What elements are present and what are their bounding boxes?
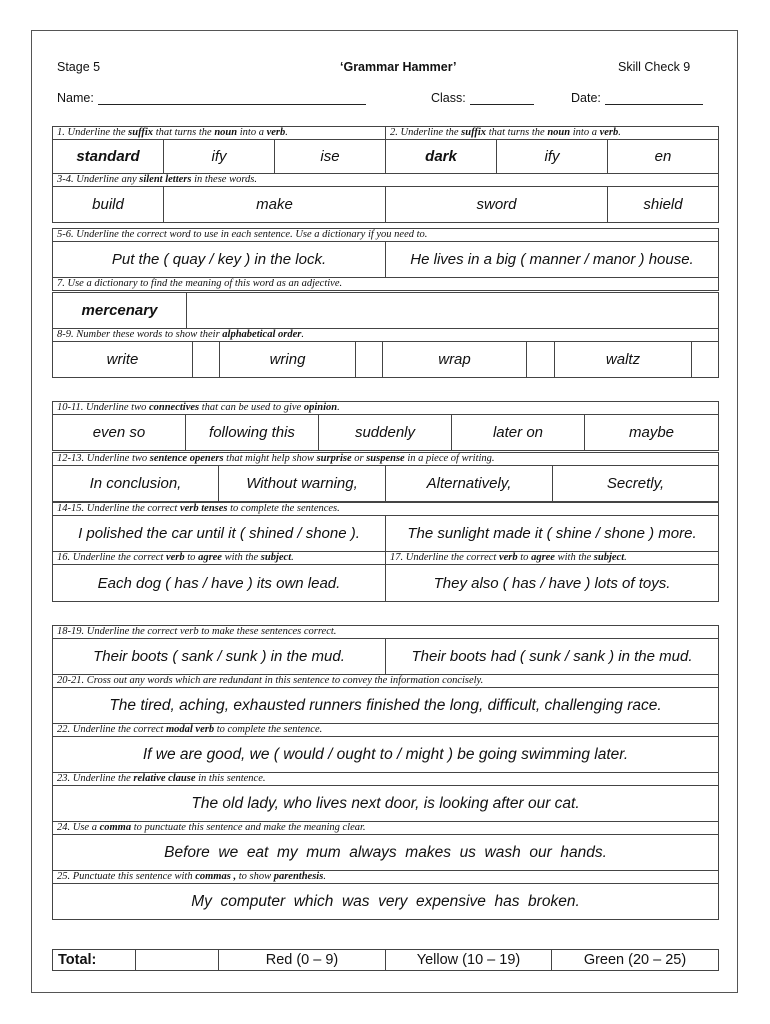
q18-19-prompt: 18-19. Underline the correct verb to make these sentences correct. <box>53 626 719 639</box>
q3-4-prompt: 3-4. Underline any silent letters in these words. <box>53 174 719 187</box>
q25-prompt: 25. Punctuate this sentence with commas , to show parenthesis. <box>53 871 719 884</box>
section-three <box>52 625 719 920</box>
date-line[interactable] <box>605 104 703 105</box>
q20-21-prompt: 20-21. Cross out any words which are redundant in this sentence to convey the information concisely. <box>53 675 719 688</box>
connective-option[interactable]: maybe <box>585 415 719 451</box>
opener-option[interactable]: Without warning, <box>219 466 386 502</box>
band-green: Green (20 – 25) <box>552 950 719 971</box>
q18-sentence[interactable]: Their boots ( sank / sunk ) in the mud. <box>53 639 386 675</box>
q2-option[interactable]: dark <box>386 140 497 174</box>
skill-check-label: Skill Check 9 <box>618 60 691 74</box>
alphabetical-word: waltz <box>555 342 692 378</box>
section-one <box>52 126 719 223</box>
class-field[interactable] <box>431 91 534 105</box>
order-number-box[interactable] <box>193 342 220 378</box>
section-two-connectives <box>52 401 719 451</box>
name-line[interactable] <box>98 104 366 105</box>
alphabetical-word: wring <box>220 342 356 378</box>
order-number-box[interactable] <box>527 342 555 378</box>
worksheet-title: ‘Grammar Hammer’ <box>340 60 457 74</box>
date-field[interactable] <box>571 91 703 105</box>
q2-option[interactable]: en <box>608 140 719 174</box>
connective-option[interactable]: suddenly <box>319 415 452 451</box>
q5-sentence[interactable]: Put the ( quay / key ) in the lock. <box>53 242 386 278</box>
band-yellow: Yellow (10 – 19) <box>386 950 552 971</box>
q14-15-prompt: 14-15. Underline the correct verb tenses to complete the sentences. <box>53 503 719 516</box>
q19-sentence[interactable]: Their boots had ( sunk / sank ) in the mud. <box>386 639 719 675</box>
q17-sentence[interactable]: They also ( has / have ) lots of toys. <box>386 565 719 602</box>
stage-label: Stage 5 <box>57 60 101 74</box>
connective-option[interactable]: even so <box>53 415 186 451</box>
q8-9-prompt: 8-9. Number these words to show their alphabetical order. <box>53 329 719 342</box>
alphabetical-word: wrap <box>383 342 527 378</box>
class-line[interactable] <box>470 104 534 105</box>
q7-word: mercenary <box>53 293 187 329</box>
section-two-openers <box>52 452 719 502</box>
name-label: Name: <box>57 91 94 105</box>
q24-prompt: 24. Use a comma to punctuate this sentence and make the meaning clear. <box>53 822 719 835</box>
q7-prompt: 7. Use a dictionary to find the meaning of this word as an adjective. <box>53 278 719 291</box>
opener-option[interactable]: Secretly, <box>553 466 719 502</box>
q25-sentence[interactable]: My computer which was very expensive has broken. <box>53 884 719 920</box>
connective-option[interactable]: later on <box>452 415 585 451</box>
q8-9-table <box>52 328 719 378</box>
connective-option[interactable]: following this <box>186 415 319 451</box>
q1-option[interactable]: ise <box>275 140 386 174</box>
order-number-box[interactable] <box>692 342 719 378</box>
silent-letter-word[interactable]: build <box>53 187 164 223</box>
name-field[interactable] <box>57 91 366 105</box>
silent-letter-word[interactable]: make <box>164 187 386 223</box>
q15-sentence[interactable]: The sunlight made it ( shine / shone ) more. <box>386 516 719 552</box>
q2-prompt: 2. Underline the suffix that turns the noun into a verb. <box>386 127 719 140</box>
q23-sentence[interactable]: The old lady, who lives next door, is looking after our cat. <box>53 786 719 822</box>
q24-sentence[interactable]: Before we eat my mum always makes us wash our hands. <box>53 835 719 871</box>
section-two-verbs <box>52 502 719 602</box>
q7-row <box>52 292 719 329</box>
q6-sentence[interactable]: He lives in a big ( manner / manor ) house. <box>386 242 719 278</box>
q17-prompt: 17. Underline the correct verb to agree with the subject. <box>386 552 719 565</box>
silent-letter-word[interactable]: sword <box>386 187 608 223</box>
q16-sentence[interactable]: Each dog ( has / have ) its own lead. <box>53 565 386 602</box>
total-score-box[interactable] <box>136 950 219 971</box>
band-red: Red (0 – 9) <box>219 950 386 971</box>
q10-11-prompt: 10-11. Underline two connectives that can be used to give opinion. <box>53 402 719 415</box>
total-label: Total: <box>53 950 136 971</box>
q7-answer-box[interactable] <box>187 293 719 329</box>
opener-option[interactable]: Alternatively, <box>386 466 553 502</box>
order-number-box[interactable] <box>356 342 383 378</box>
silent-letter-word[interactable]: shield <box>608 187 719 223</box>
q14-sentence[interactable]: I polished the car until it ( shined / shone ). <box>53 516 386 552</box>
q22-sentence[interactable]: If we are good, we ( would / ought to / might ) be going swimming later. <box>53 737 719 773</box>
q2-option[interactable]: ify <box>497 140 608 174</box>
q22-prompt: 22. Underline the correct modal verb to complete the sentence. <box>53 724 719 737</box>
q23-prompt: 23. Underline the relative clause in this sentence. <box>53 773 719 786</box>
alphabetical-word: write <box>53 342 193 378</box>
opener-option[interactable]: In conclusion, <box>53 466 219 502</box>
q1-option[interactable]: standard <box>53 140 164 174</box>
class-label: Class: <box>431 91 466 105</box>
q5-6-prompt: 5-6. Underline the correct word to use in each sentence. Use a dictionary if you need to. <box>53 229 719 242</box>
q20-21-sentence[interactable]: The tired, aching, exhausted runners finished the long, difficult, challenging race. <box>53 688 719 724</box>
section-one-lower <box>52 228 719 291</box>
q12-13-prompt: 12-13. Underline two sentence openers that might help show surprise or suspense in a piece of writing. <box>53 453 719 466</box>
q16-prompt: 16. Underline the correct verb to agree with the subject. <box>53 552 386 565</box>
q1-prompt: 1. Underline the suffix that turns the noun into a verb. <box>53 127 386 140</box>
date-label: Date: <box>571 91 601 105</box>
total-score-row <box>52 949 719 971</box>
q1-option[interactable]: ify <box>164 140 275 174</box>
